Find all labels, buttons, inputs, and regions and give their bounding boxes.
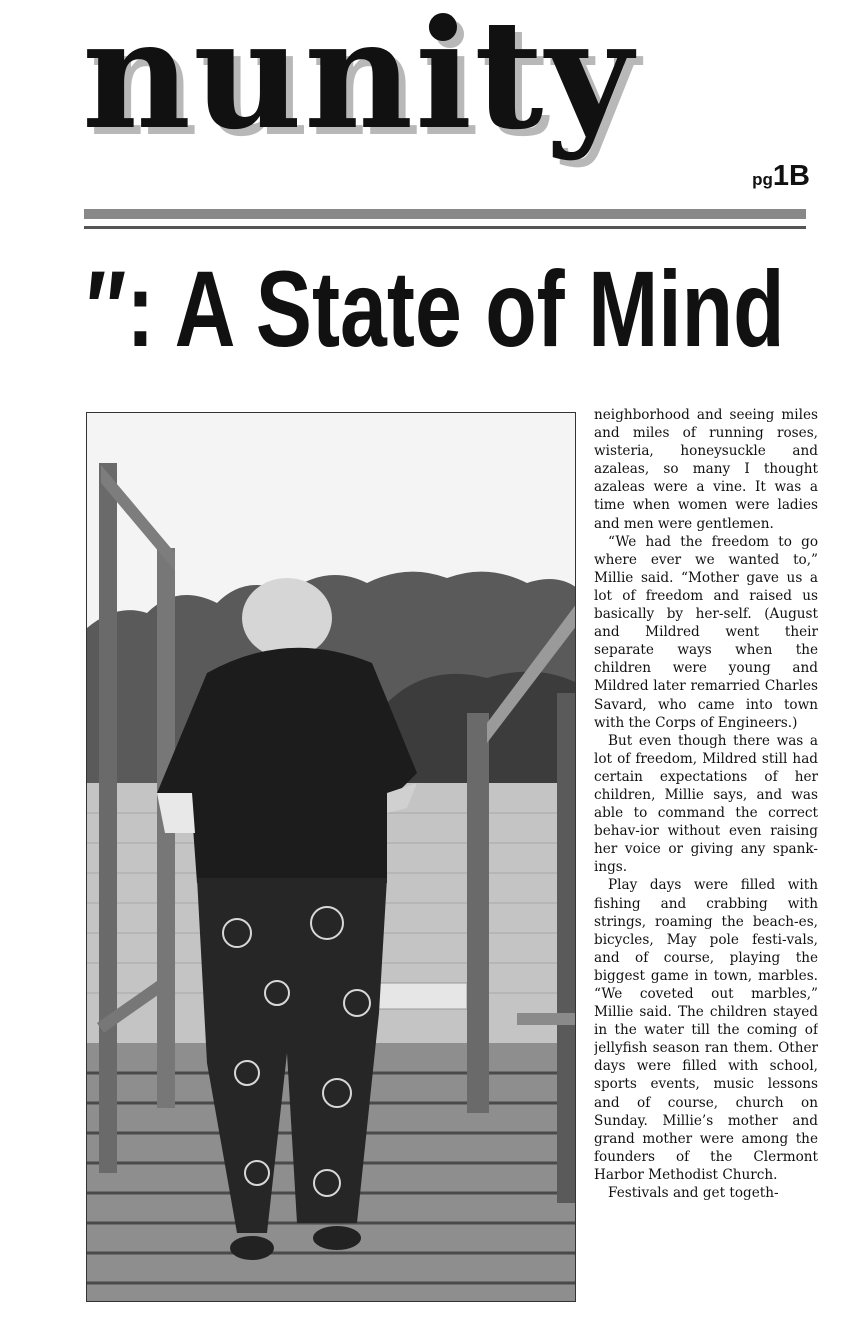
- article-headline: ″: A State of Mind: [86, 248, 785, 369]
- article-paragraph: Festivals and get togeth-: [608, 1185, 779, 1202]
- article-paragraph: neighborhood and seeing miles and miles of running roses, wisteria, honeysuckle and azaleas, so many I thought azaleas were a vine. It was a time when women were ladies and men were gentlemen.: [594, 407, 818, 532]
- woman-on-dock-icon: [87, 413, 576, 1302]
- article-paragraph: “We had the freedom to go where ever we wanted to,” Millie said. “Mother gave us a lot of freedom and raised us basically by her-self. (August and Mildred went their separate ways when the children were young and Mildred later remarried Charles Savard, who came into town with the Corps of Engineers.): [594, 533, 818, 731]
- section-masthead: [82, 0, 822, 210]
- page-number-value: 1B: [772, 160, 810, 192]
- article-paragraph: Play days were filled with fishing and crabbing with strings, roaming the beach-es, bicycles, May pole festi-vals, and of course, playing the biggest game in town, marbles. “We coveted out marbles,” Millie said. The children stayed in the water till the coming of jellyfish season ran them. Other days were filled with school, sports events, music lessons and of course, church on Sunday. Millie’s mother and grand mother were among the founders of the Clermont Harbor Methodist Church.: [594, 877, 818, 1183]
- masthead-rule-thick: [84, 209, 806, 219]
- masthead-rule-thin: [84, 226, 806, 229]
- article-body: [594, 406, 818, 1306]
- article-paragraph: But even though there was a lot of freedom, Mildred still had certain expectations of her children, Millie says, and was able to command the correct behav-ior without even raising her voice or giving any spank-ings.: [594, 732, 818, 876]
- page-prefix: pg: [752, 170, 773, 189]
- page-number: [752, 160, 810, 193]
- section-title: nunity: [82, 0, 635, 163]
- article-photo: [86, 412, 576, 1302]
